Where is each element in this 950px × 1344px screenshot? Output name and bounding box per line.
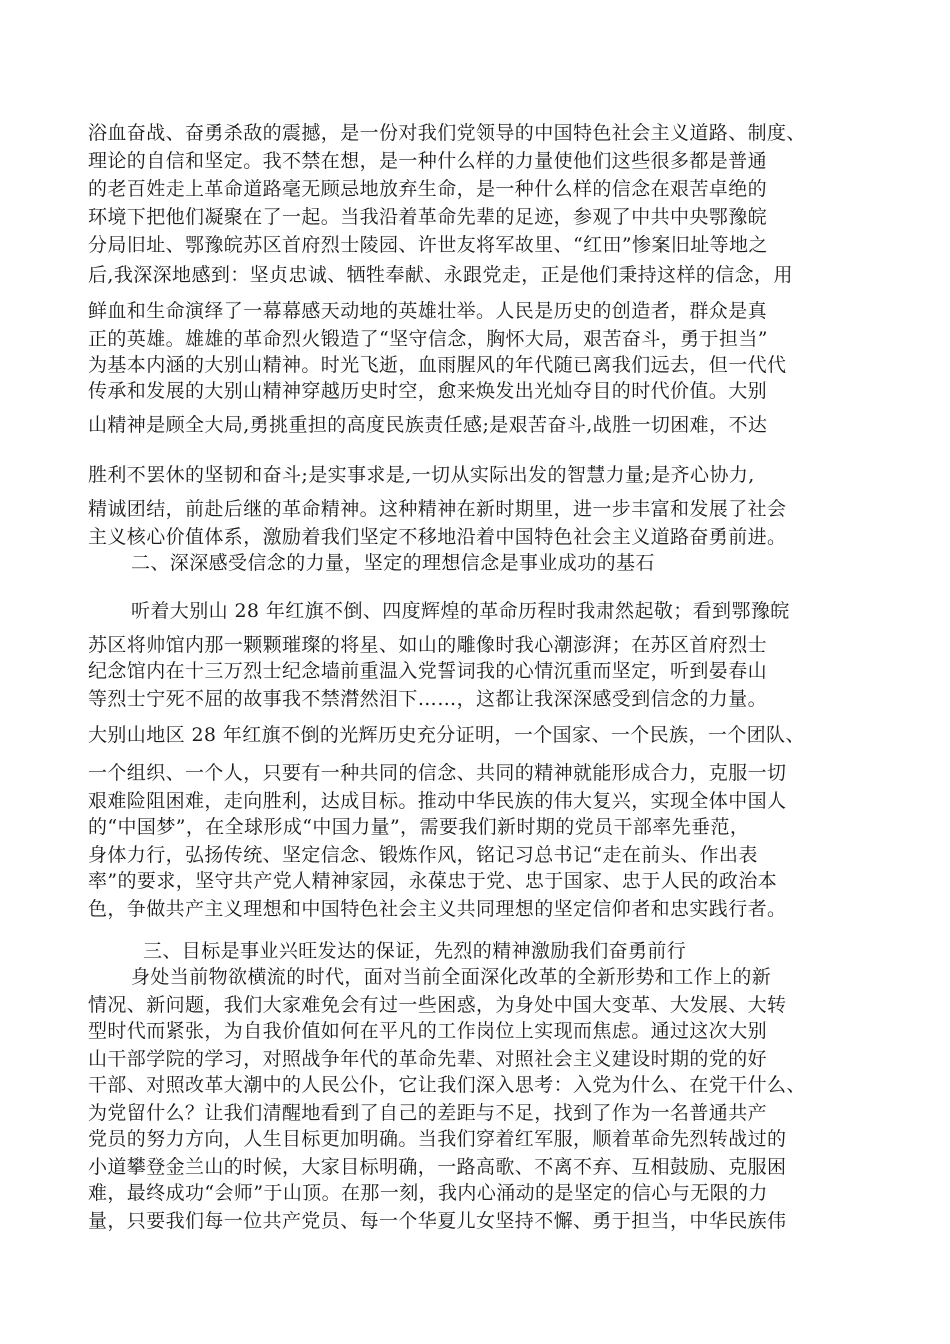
body-line: 后,我深深地感到：坚贞忠诚、牺牲奉献、永跟党走，正是他们秉持这样的信念，用 (88, 264, 793, 286)
body-line: 身体力行，弘扬传统、坚定信念、锻炼作风，铭记习总书记“走在前头、作出表 (88, 844, 758, 866)
body-line: 大别山地区 28 年红旗不倒的光辉历史充分证明，一个国家、一个民族，一个团队、 (88, 724, 805, 746)
body-line: 难，最终成功“会师”于山顶。在那一刻，我内心涌动的是坚定的信心与无限的力 (88, 1182, 768, 1204)
body-line: 型时代而紧张，为自我价值如何在平凡的工作岗位上实现而焦虑。通过这次大别 (88, 1020, 768, 1042)
body-line: 为基本内涵的大别山精神。时光飞逝，血雨腥风的年代随已离我们远去，但一代代 (88, 354, 787, 376)
body-line: 等烈士宁死不屈的故事我不禁潸然泪下……，这都让我深深感受到信念的力量。 (88, 688, 768, 710)
body-line: 主义核心价值体系，激励着我们坚定不移地沿着中国特色社会主义道路奋勇前进。 (88, 526, 787, 548)
body-line: 理论的自信和坚定。我不禁在想，是一种什么样的力量使他们这些很多都是普通 (88, 150, 768, 172)
body-line: 精诚团结，前赴后继的革命精神。这种精神在新时期里，进一步丰富和发展了社会 (88, 498, 787, 520)
body-line: 的老百姓走上革命道路毫无顾忌地放弃生命，是一种什么样的信念在艰苦卓绝的 (88, 178, 768, 200)
body-line: 率”的要求，坚守共产党人精神家园，永葆忠于党、忠于国家、忠于人民的政治本 (88, 870, 778, 892)
section-heading: 三、目标是事业兴旺发达的保证，先烈的精神激励我们奋勇前行 (143, 940, 687, 962)
body-line: 鲜血和生命演绎了一幕幕感天动地的英雄壮举。人民是历史的创造者，群众是真 (88, 300, 768, 322)
body-line: 环境下把他们凝聚在了一起。当我沿着革命先辈的足迹，参观了中共中央鄂豫皖 (88, 206, 768, 228)
body-line: 为党留什么？让我们清醒地看到了自己的差距与不足，找到了作为一名普通共产 (88, 1102, 768, 1124)
body-line: 色，争做共产主义理想和中国特色社会主义共同理想的坚定信仰者和忠实践行者。 (88, 898, 787, 920)
body-line: 党员的努力方向，人生目标更加明确。当我们穿着红军服，顺着革命先烈转战过的 (88, 1128, 787, 1150)
body-line: 艰难险阻困难，走向胜利，达成目标。推动中华民族的伟大复兴，实现全体中国人 (88, 790, 787, 812)
body-line: 量，只要我们每一位共产党员、每一个华夏儿女坚持不懈、勇于担当，中华民族伟 (88, 1210, 787, 1232)
body-line: 传承和发展的大别山精神穿越历史时空，愈来焕发出光灿夺目的时代价值。大别 (88, 380, 768, 402)
body-line: 分局旧址、鄂豫皖苏区首府烈士陵园、许世友将军故里、“红田”惨案旧址等地之 (88, 234, 768, 256)
section-heading: 二、深深感受信念的力量，坚定的理想信念是事业成功的基石 (131, 552, 655, 574)
body-line: 情况、新问题，我们大家难免会有过一些困惑，为身处中国大变革、大发展、大转 (88, 994, 787, 1016)
body-line: 听着大别山 28 年红旗不倒、四度辉煌的革命历程时我肃然起敬；看到鄂豫皖 (131, 600, 790, 622)
body-line: 干部、对照改革大潮中的人民公仆，它让我们深入思考：入党为什么、在党干什么、 (88, 1074, 806, 1096)
body-line: 的“中国梦”，在全球形成“中国力量”，需要我们新时期的党员干部率先垂范， (88, 816, 750, 838)
body-line: 小道攀登金兰山的时候，大家目标明确，一路高歌、不离不弃、互相鼓励、克服困 (88, 1156, 787, 1178)
body-line: 纪念馆内在十三万烈士纪念墙前重温入党誓词我的心情沉重而坚定，听到晏春山 (88, 660, 768, 682)
body-line: 胜利不罢休的坚韧和奋斗;是实事求是,一切从实际出发的智慧力量;是齐心协力, (88, 464, 755, 486)
body-line: 山精神是顾全大局,勇挑重担的高度民族责任感;是艰苦奋斗,战胜一切困难，不达 (88, 414, 768, 436)
body-line: 正的英雄。雄雄的革命烈火锻造了“坚守信念，胸怀大局，艰苦奋斗，勇于担当” (88, 328, 768, 350)
body-line: 山干部学院的学习，对照战争年代的革命先辈、对照社会主义建设时期的党的好 (88, 1048, 768, 1070)
body-line: 浴血奋战、奋勇杀敌的震撼，是一份对我们党领导的中国特色社会主义道路、制度、 (88, 122, 806, 144)
body-line: 苏区将帅馆内那一颗颗璀璨的将星、如山的雕像时我心潮澎湃；在苏区首府烈士 (88, 634, 768, 656)
body-line: 身处当前物欲横流的时代，面对当前全面深化改革的全新形势和工作上的新 (131, 966, 772, 988)
body-line: 一个组织、一个人，只要有一种共同的信念、共同的精神就能形成合力，克服一切 (88, 762, 787, 784)
